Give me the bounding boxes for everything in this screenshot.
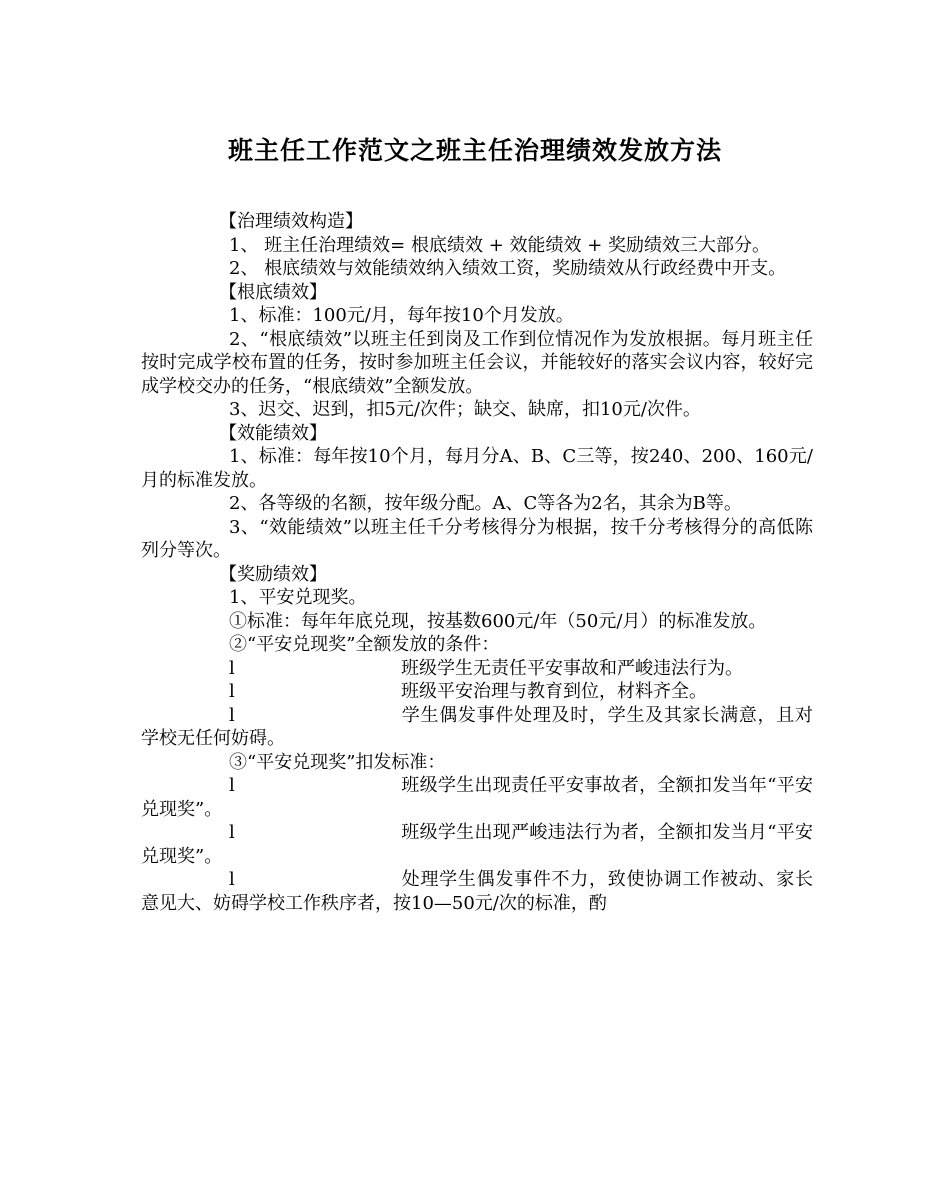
- section-heading: 【奖励绩效】: [219, 563, 327, 585]
- paragraph: 2、 根底绩效与效能绩效纳入绩效工资，奖励绩效从行政经费中开支。: [229, 258, 787, 279]
- bullet-text: 学生偶发事件处理及时，学生及其家长满意，且对学校无任何妨碍。: [141, 704, 813, 749]
- paragraph: ③“平安兑现奖”扣发标准：: [229, 751, 446, 773]
- paragraph: 1、平安兑现奖。: [229, 587, 367, 608]
- paragraph: 3、迟交、迟到，扣5元/次件；缺交、缺席，扣10元/次件。: [229, 399, 701, 420]
- paragraph: 3、“效能绩效”以班主任千分考核得分为根据，按千分考核得分的高低陈列分等次。: [141, 516, 813, 561]
- document-body: [141, 210, 813, 915]
- bullet-text: 处理学生偶发事件不力，致使协调工作被动、家长意见大、妨碍学校工作秩序者，按10—50元/次的标准，酌: [141, 869, 813, 914]
- paragraph: ②“平安兑现奖”全额发放的条件：: [229, 634, 500, 655]
- bullet-text: 班级学生出现责任平安事故者，全额扣发当年“平安兑现奖”。: [141, 775, 813, 820]
- paragraph: ①标准：每年年底兑现，按基数600元/年（50元/月）的标准发放。: [229, 610, 767, 632]
- bullet-text: 班级学生出现严峻违法行为者，全额扣发当月“平安兑现奖”。: [141, 822, 813, 867]
- bullet-item: [141, 774, 813, 821]
- bullet-item: [141, 821, 813, 868]
- bullet-marker: l: [229, 657, 235, 679]
- section-heading: 【效能绩效】: [219, 422, 327, 444]
- section-heading: 【根底绩效】: [219, 281, 327, 303]
- bullet-marker: l: [229, 869, 235, 890]
- section-heading: 【治理绩效构造】: [219, 211, 363, 232]
- bullet-marker: l: [229, 681, 235, 702]
- bullet-text: 班级学生无责任平安事故和严峻违法行为。: [401, 657, 743, 679]
- paragraph: 1、标准：100元/月，每年按10个月发放。: [229, 305, 574, 326]
- bullet-marker: l: [229, 704, 235, 726]
- bullet-item: [141, 868, 813, 915]
- bullet-text: 班级平安治理与教育到位，材料齐全。: [401, 681, 707, 702]
- bullet-item: [141, 657, 813, 681]
- paragraph: 2、各等级的名额，按年级分配。A、C等各为2名，其余为B等。: [229, 493, 742, 514]
- paragraph: 1、标准：每年按10个月，每月分A、B、C三等，按240、200、160元/月的标准发放。: [141, 446, 813, 491]
- paragraph: 1、 班主任治理绩效= 根底绩效 + 效能绩效 + 奖励绩效三大部分。: [229, 234, 771, 256]
- bullet-item: [141, 704, 813, 751]
- bullet-marker: l: [229, 822, 235, 843]
- document-title: 班主任工作范文之班主任治理绩效发放方法: [227, 136, 722, 165]
- bullet-marker: l: [229, 775, 235, 796]
- paragraph: 2、“根底绩效”以班主任到岗及工作到位情况作为发放根据。每月班主任按时完成学校布置的任务，按时参加班主任会议，并能较好的落实会议内容，较好完成学校交办的任务，“根底绩效”全额发放。: [141, 328, 813, 397]
- bullet-item: [141, 680, 813, 704]
